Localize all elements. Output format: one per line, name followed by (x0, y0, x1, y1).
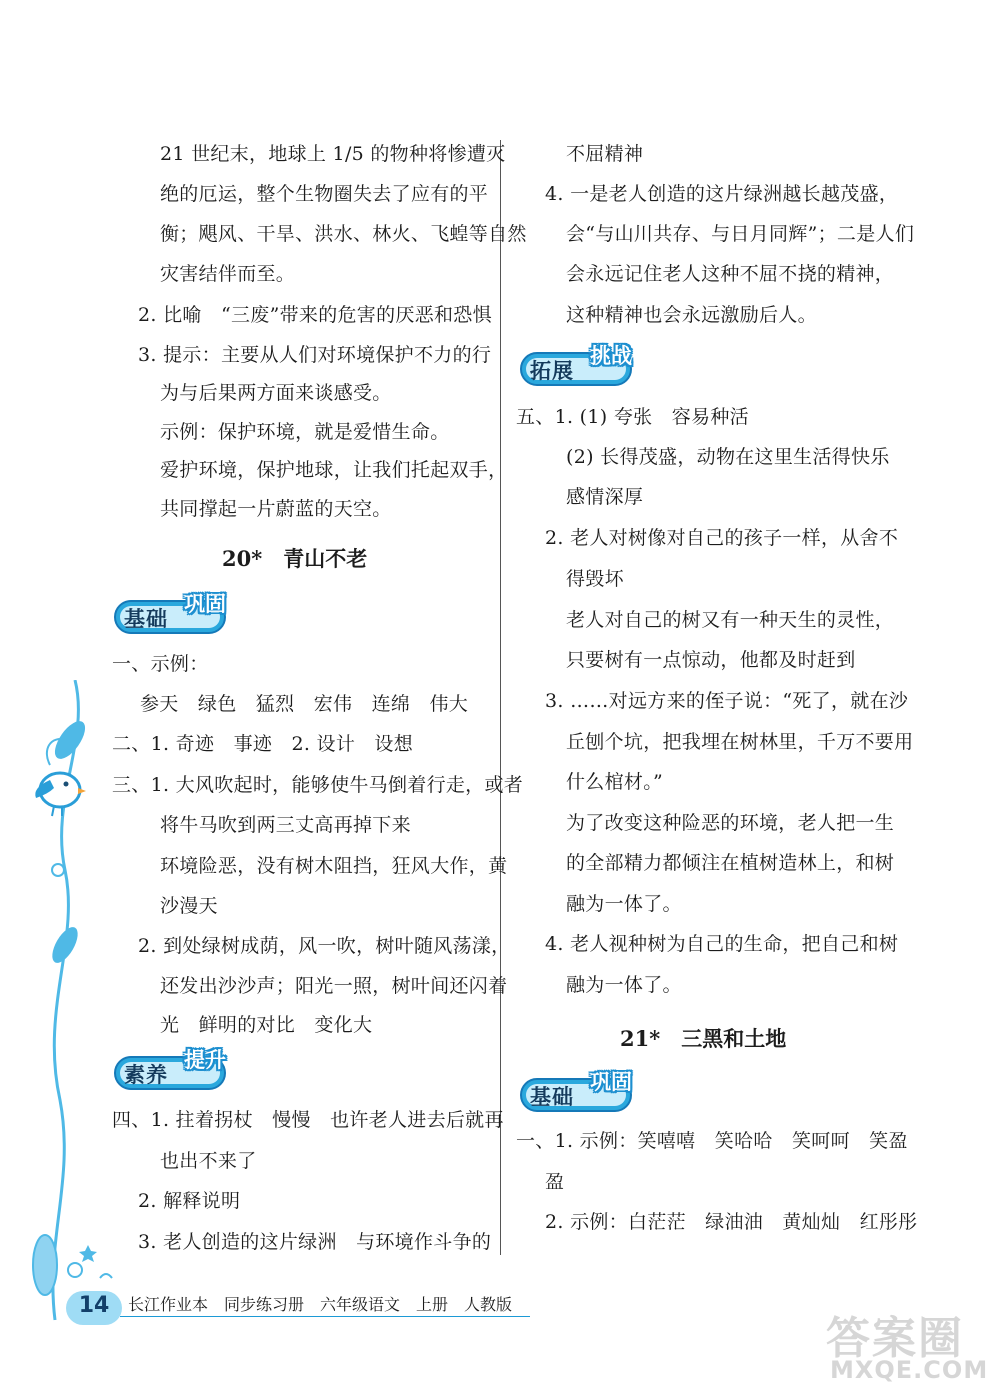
badge-accent-text: 巩固 (590, 1070, 632, 1094)
answer-line: 3. 提示：主要从人们对环境保护不力的行 (138, 344, 492, 366)
answer-line: 会永远记住老人这种不屈不挠的精神， (566, 263, 895, 285)
answer-line: 为了改变这种险恶的环境，老人把一生 (566, 812, 895, 834)
answer-line: 一、1. 示例：笑嘻嘻 笑哈哈 笑呵呵 笑盈 (516, 1130, 908, 1152)
answer-line: 一、示例： (112, 653, 209, 675)
answer-line: 融为一体了。 (566, 974, 682, 996)
answer-line: 什么棺材。” (566, 771, 664, 793)
answer-line: 只要树有一点惊动，他都及时赶到 (566, 649, 856, 671)
badge-main-text: 素养 (124, 1063, 168, 1087)
answer-line: 丘刨个坑，把我埋在树林里，千万不要用 (566, 731, 914, 753)
answer-line: 2. 比喻 “三废”带来的危害的厌恶和恐惧 (138, 304, 492, 326)
answer-line: 2. 老人对树像对自己的孩子一样，从舍不 (545, 527, 899, 549)
page-number: 14 (78, 1293, 110, 1318)
answer-line: 将牛马吹到两三丈高再掉下来 (160, 814, 411, 836)
lesson-title: 20* 青山不老 (222, 546, 368, 571)
answer-line: 2. 示例：白茫茫 绿油油 黄灿灿 红彤彤 (545, 1211, 918, 1233)
answer-line: 灾害结伴而至。 (160, 263, 296, 285)
answer-line: 共同撑起一片蔚蓝的天空。 (160, 498, 392, 520)
section-badge (520, 1066, 655, 1112)
answer-line: 21 世纪末，地球上 1/5 的物种将惨遭灭 (160, 143, 506, 165)
answer-line: 得毁坏 (566, 568, 624, 590)
answer-line: 二、1. 奇迹 事迹 2. 设计 设想 (112, 733, 414, 755)
answer-line: 为与后果两方面来谈感受。 (160, 382, 392, 404)
answer-line: 环境险恶，没有树木阻挡，狂风大作，黄 (160, 855, 508, 877)
answer-line: 五、1. (1) 夸张 容易种活 (516, 406, 749, 428)
answer-line: 2. 到处绿树成荫，风一吹，树叶随风荡漾， (138, 935, 511, 957)
answer-line: 还发出沙沙声；阳光一照，树叶间还闪着 (160, 975, 508, 997)
answer-line: 三、1. 大风吹起时，能够使牛马倒着行走，或者 (112, 774, 524, 796)
badge-main-text: 基础 (124, 607, 168, 631)
badge-accent-text: 巩固 (184, 592, 226, 616)
answer-line: 会“与山川共存、与日月同辉”；二是人们 (566, 223, 915, 245)
answer-line: (2) 长得茂盛，动物在这里生活得快乐 (566, 446, 890, 468)
answer-line: 的全部精力都倾注在植树造林上，和树 (566, 852, 895, 874)
answer-line: 绝的厄运，整个生物圈失去了应有的平 (160, 183, 489, 205)
leaf-icon (47, 923, 83, 967)
answer-line: 这种精神也会永远激励后人。 (566, 304, 817, 326)
answer-line: 不屈精神 (566, 143, 644, 165)
answer-line: 四、1. 拄着拐杖 慢慢 也许老人进去后就再 (112, 1109, 504, 1131)
page-number-badge (66, 1291, 122, 1325)
watermark-text: 答案圈 (826, 1313, 964, 1364)
answer-line: 也出不来了 (160, 1150, 257, 1172)
section-badge (520, 340, 655, 386)
answer-line: 2. 解释说明 (138, 1190, 241, 1212)
footer-rule (120, 1316, 530, 1317)
answer-line: 爱护环境，保护地球，让我们托起双手， (160, 459, 508, 481)
answer-line: 盈 (545, 1171, 565, 1193)
column-divider (500, 140, 501, 1255)
watermark-url: MXQE.COM (830, 1356, 989, 1384)
section-badge (114, 1044, 249, 1090)
badge-accent-text: 挑战 (590, 344, 632, 368)
flower-icon (33, 1235, 112, 1295)
answer-line: 融为一体了。 (566, 893, 682, 915)
answer-line: 衡；飓风、干旱、洪水、林火、飞蝗等自然 (160, 223, 527, 245)
footer-text: 长江作业本 同步练习册 六年级语文 上册 人教版 (128, 1295, 513, 1314)
section-badge (114, 588, 249, 634)
lesson-title: 21* 三黑和土地 (620, 1026, 787, 1051)
answer-line: 老人对自己的树又有一种天生的灵性， (566, 609, 895, 631)
answer-line: 沙漫天 (160, 895, 218, 917)
answer-line: 3. 老人创造的这片绿洲 与环境作斗争的 (138, 1231, 492, 1253)
answer-line: 感情深厚 (566, 486, 644, 508)
answer-line: 参天 绿色 猛烈 宏伟 连绵 伟大 (140, 693, 469, 715)
badge-main-text: 基础 (530, 1085, 574, 1109)
bird-icon (35, 773, 86, 816)
badge-accent-text: 提升 (184, 1048, 226, 1072)
answer-line: 示例：保护环境，就是爱惜生命。 (160, 421, 450, 443)
answer-line: 光 鲜明的对比 变化大 (160, 1014, 373, 1036)
answer-line: 3. ……对远方来的侄子说：“死了，就在沙 (545, 690, 909, 712)
badge-main-text: 拓展 (530, 359, 574, 383)
answer-line: 4. 老人视种树为自己的生命，把自己和树 (545, 933, 899, 955)
answer-line: 4. 一是老人创造的这片绿洲越长越茂盛， (545, 183, 899, 205)
